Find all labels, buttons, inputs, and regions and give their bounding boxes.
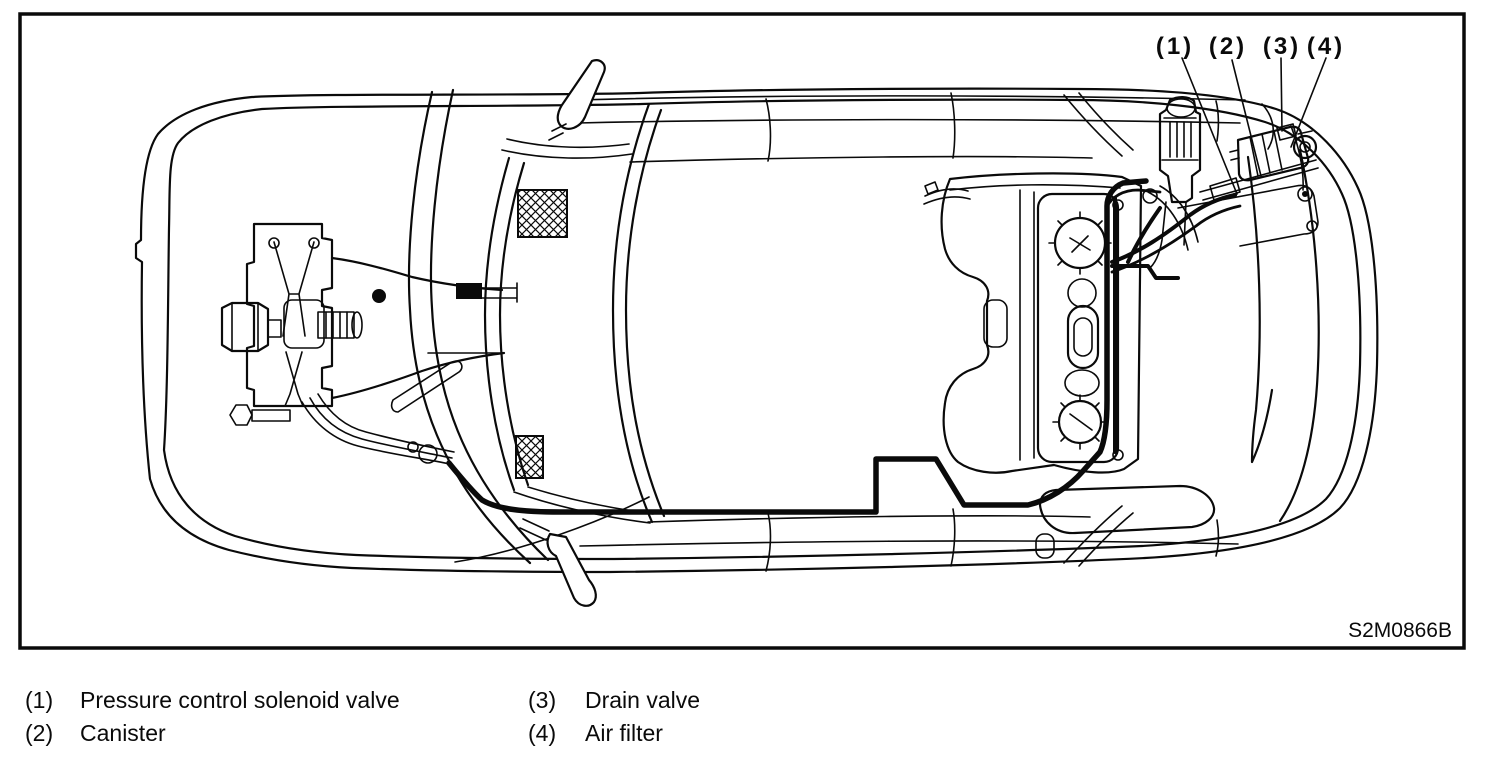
legend-num-4: (4) [528, 720, 557, 746]
fuel-tank-assembly [924, 173, 1198, 472]
legend-label-4: Air filter [585, 720, 663, 746]
legend-label-1: Pressure control solenoid valve [80, 687, 400, 713]
callout-1: (1) [1155, 33, 1195, 60]
engine-transmission-assembly [222, 224, 517, 464]
legend-label-2: Canister [80, 720, 166, 746]
figure-code: S2M0866B [1348, 619, 1452, 642]
callout-2: (2) [1208, 33, 1248, 60]
crosshatch-panels [516, 190, 567, 478]
greenhouse-lines [455, 93, 1319, 571]
side-mirrors [520, 60, 605, 606]
callout-3: (3) [1262, 33, 1302, 60]
legend-label-3: Drain valve [585, 687, 701, 713]
car-body-outline [136, 89, 1377, 572]
right-mirror [548, 534, 596, 606]
legend-num-3: (3) [528, 687, 557, 713]
mount-dot [372, 289, 386, 303]
legend-num-1: (1) [25, 687, 54, 713]
legend-num-2: (2) [25, 720, 54, 746]
callout-4: (4) [1306, 33, 1346, 60]
